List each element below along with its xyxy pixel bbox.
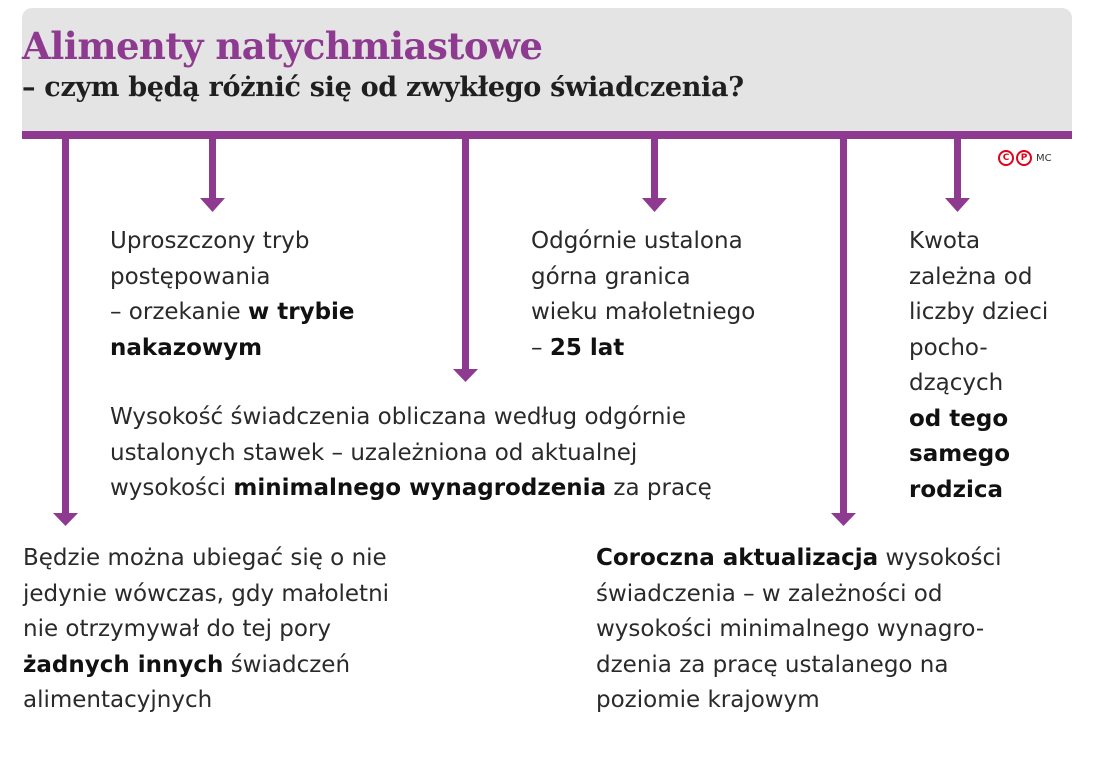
- arrowhead-ubiegac: [53, 513, 78, 526]
- copyright-icon: C: [998, 150, 1014, 166]
- text-line: samego: [909, 441, 1011, 467]
- text-line: pocho-: [909, 334, 988, 361]
- phonogram-icon: P: [1016, 150, 1032, 166]
- text-aktualizacja: [596, 541, 1002, 719]
- text-line: dzących: [909, 370, 1004, 396]
- page-title: Alimenty natychmiastowe: [22, 24, 543, 68]
- text-wysokosc: [110, 400, 712, 507]
- arrow-ubiegac: [62, 139, 69, 517]
- text-line: wieku małoletniego: [531, 299, 756, 325]
- arrowhead-aktualizacja: [831, 513, 856, 526]
- text-line: Uproszczony tryb: [110, 228, 310, 254]
- text-line: postępowania: [110, 263, 271, 290]
- arrowhead-kwota: [945, 198, 970, 212]
- text-wiek: [531, 224, 755, 366]
- text-line: żadnych innych świadczeń: [23, 651, 351, 678]
- text-line: alimentacyjnych: [23, 687, 213, 713]
- text-tryb: [110, 224, 355, 366]
- text-line: zależna od: [909, 263, 1033, 290]
- text-line: Będzie można ubiegać się o nie: [23, 545, 387, 571]
- page-subtitle: – czym będą różnić się od zwykłego świadczenia?: [22, 72, 744, 103]
- text-line: nakazowym: [110, 334, 263, 361]
- arrow-tryb: [209, 139, 216, 200]
- text-line: górna granica: [531, 263, 691, 290]
- arrowhead-wiek: [642, 198, 667, 212]
- arrow-aktualizacja: [840, 139, 847, 517]
- text-line: od tego: [909, 405, 1009, 432]
- text-line: wysokości minimalnego wynagrodzenia za pracę: [110, 475, 712, 501]
- text-line: ustalonych stawek – uzależniona od aktualnej: [110, 439, 638, 466]
- arrow-kwota: [954, 139, 961, 200]
- publisher-logo: [998, 150, 1052, 166]
- text-line: Coroczna aktualizacja wysokości: [596, 545, 1002, 571]
- text-line: nie otrzymywał do tej pory: [23, 616, 332, 642]
- text-line: Odgórnie ustalona: [531, 228, 743, 254]
- arrowhead-wysokosc: [453, 369, 478, 382]
- text-kwota: [909, 224, 1048, 508]
- text-line: dzenia za pracę ustalanego na: [596, 651, 949, 678]
- text-line: wysokości minimalnego wynagro-: [596, 616, 985, 642]
- logo-mc: MC: [1036, 152, 1052, 164]
- text-line: Kwota: [909, 228, 981, 254]
- arrowhead-tryb: [200, 198, 225, 212]
- text-line: – orzekanie w trybie: [110, 299, 355, 325]
- text-line: Wysokość świadczenia obliczana według odgórnie: [110, 404, 686, 430]
- text-line: jedynie wówczas, gdy małoletni: [23, 580, 390, 607]
- text-line: rodzica: [909, 476, 1004, 503]
- text-line: poziomie krajowym: [596, 687, 820, 713]
- text-line: – 25 lat: [531, 334, 625, 361]
- arrow-wysokosc: [462, 139, 469, 371]
- text-line: świadczenia – w zależności od: [596, 580, 943, 607]
- text-line: liczby dzieci: [909, 299, 1049, 325]
- arrow-wiek: [651, 139, 658, 200]
- text-ubiegac: [23, 541, 389, 719]
